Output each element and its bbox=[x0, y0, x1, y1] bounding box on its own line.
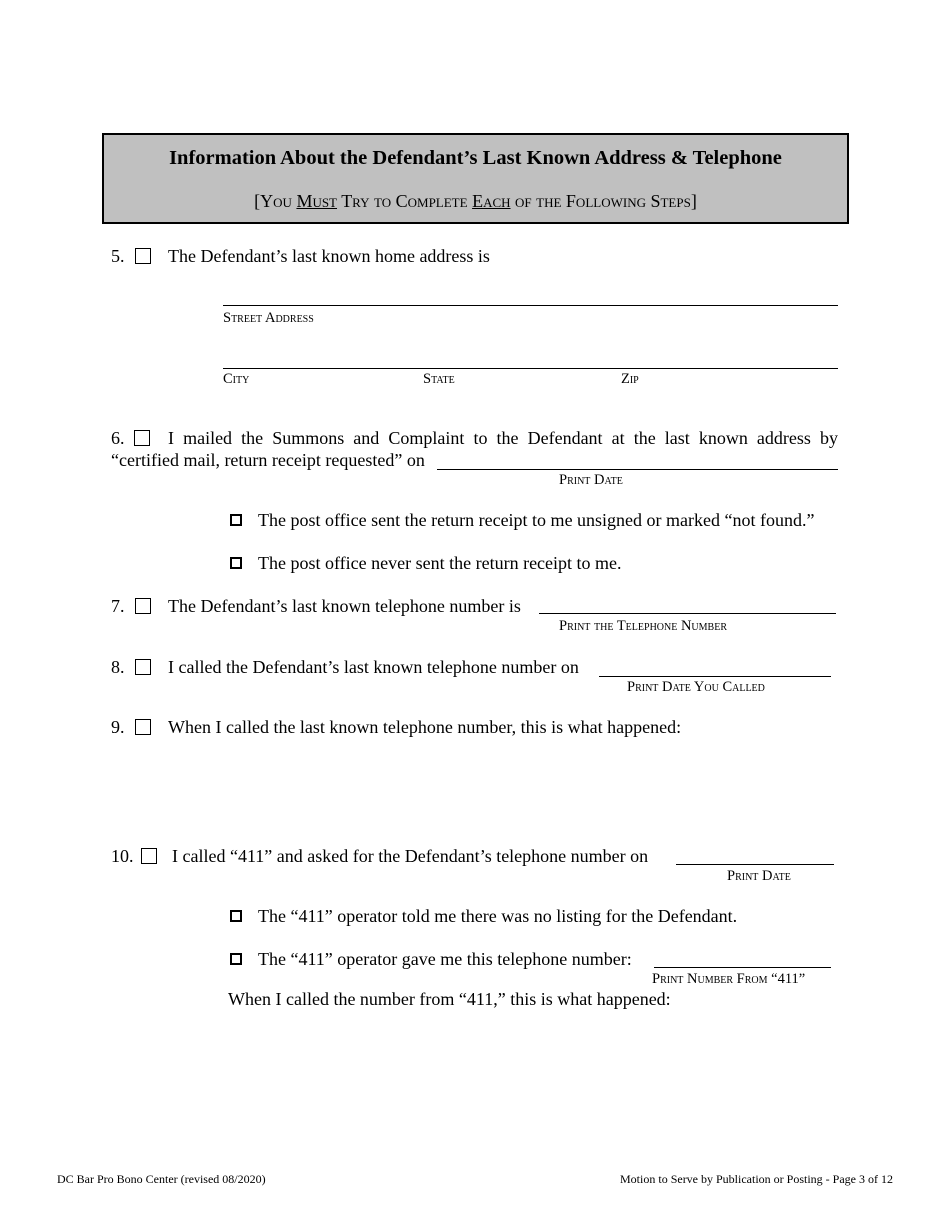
411-no-listing-checkbox[interactable] bbox=[230, 910, 242, 922]
return-receipt-never-sent-checkbox[interactable] bbox=[230, 557, 242, 569]
item-9-checkbox[interactable] bbox=[135, 719, 151, 735]
section-title: Information About the Defendant’s Last Known Address & Telephone bbox=[169, 147, 782, 169]
item-8-number: 8. bbox=[111, 657, 125, 677]
411-no-listing-text: The “411” operator told me there was no listing for the Defendant. bbox=[258, 906, 738, 926]
telephone-number-field[interactable] bbox=[539, 613, 836, 614]
date-called-field[interactable] bbox=[599, 676, 831, 677]
411-number-field[interactable] bbox=[654, 967, 831, 968]
return-receipt-never-sent-text: The post office never sent the return receipt to me. bbox=[258, 553, 622, 573]
item-9-number: 9. bbox=[111, 717, 125, 737]
instr-must: Must bbox=[296, 191, 338, 211]
street-address-label: Street Address bbox=[223, 310, 314, 326]
section-instructions bbox=[104, 191, 847, 212]
item-9-text: When I called the last known telephone number, this is what happened: bbox=[168, 717, 682, 737]
instr-try: Try to Complete bbox=[337, 191, 473, 211]
item-5-text: The Defendant’s last known home address is bbox=[168, 246, 490, 266]
item-6-checkbox[interactable] bbox=[134, 430, 150, 446]
411-gave-number-checkbox[interactable] bbox=[230, 953, 242, 965]
instr-close: ] bbox=[690, 191, 697, 211]
item-7-checkbox[interactable] bbox=[135, 598, 151, 614]
footer-right: Motion to Serve by Publication or Posting - Page 3 of 12 bbox=[620, 1172, 893, 1186]
item-8-text: I called the Defendant’s last known telephone number on bbox=[168, 657, 579, 677]
item-10-number: 10. bbox=[111, 846, 134, 866]
411-gave-number-text: The “411” operator gave me this telephone number: bbox=[258, 949, 632, 969]
street-address-field[interactable] bbox=[223, 305, 838, 306]
item-7-label: Print the Telephone Number bbox=[559, 618, 727, 634]
instr-you: You bbox=[260, 191, 297, 211]
item-7-number: 7. bbox=[111, 596, 125, 616]
zip-label: Zip bbox=[621, 371, 639, 387]
state-label: State bbox=[423, 371, 455, 387]
411-date-field[interactable] bbox=[676, 864, 834, 865]
item-6-line-2: “certified mail, return receipt requested” on bbox=[111, 450, 425, 470]
item-6-number: 6. bbox=[111, 428, 125, 448]
instr-rest: of the Following Steps bbox=[510, 191, 691, 211]
footer-left: DC Bar Pro Bono Center (revised 08/2020) bbox=[57, 1172, 266, 1186]
item-10-date-label: Print Date bbox=[727, 868, 791, 884]
city-state-zip-field[interactable] bbox=[223, 368, 838, 369]
return-receipt-unsigned-text: The post office sent the return receipt to me unsigned or marked “not found.” bbox=[258, 510, 815, 530]
city-label: City bbox=[223, 371, 250, 387]
return-receipt-unsigned-checkbox[interactable] bbox=[230, 514, 242, 526]
item-5-checkbox[interactable] bbox=[135, 248, 151, 264]
item-6-date-label: Print Date bbox=[559, 472, 623, 488]
instr-each: Each bbox=[472, 191, 511, 211]
item-10-response-area[interactable] bbox=[228, 1014, 838, 1124]
item-10-number-label: Print Number From “411” bbox=[652, 971, 806, 987]
item-5-number: 5. bbox=[111, 246, 125, 266]
item-8-label: Print Date You Called bbox=[627, 679, 765, 695]
certified-mail-date-field[interactable] bbox=[437, 469, 838, 470]
item-10-text: I called “411” and asked for the Defendant’s telephone number on bbox=[172, 846, 649, 866]
item-9-response-area[interactable] bbox=[168, 742, 838, 832]
item-6-line-1: I mailed the Summons and Complaint to the Defendant at the last known address by bbox=[168, 428, 838, 448]
instr-open: [ bbox=[254, 191, 261, 211]
item-10-followup-text: When I called the number from “411,” this is what happened: bbox=[228, 989, 671, 1009]
item-7-text: The Defendant’s last known telephone number is bbox=[168, 596, 521, 616]
item-10-checkbox[interactable] bbox=[141, 848, 157, 864]
section-header bbox=[102, 133, 849, 224]
item-8-checkbox[interactable] bbox=[135, 659, 151, 675]
